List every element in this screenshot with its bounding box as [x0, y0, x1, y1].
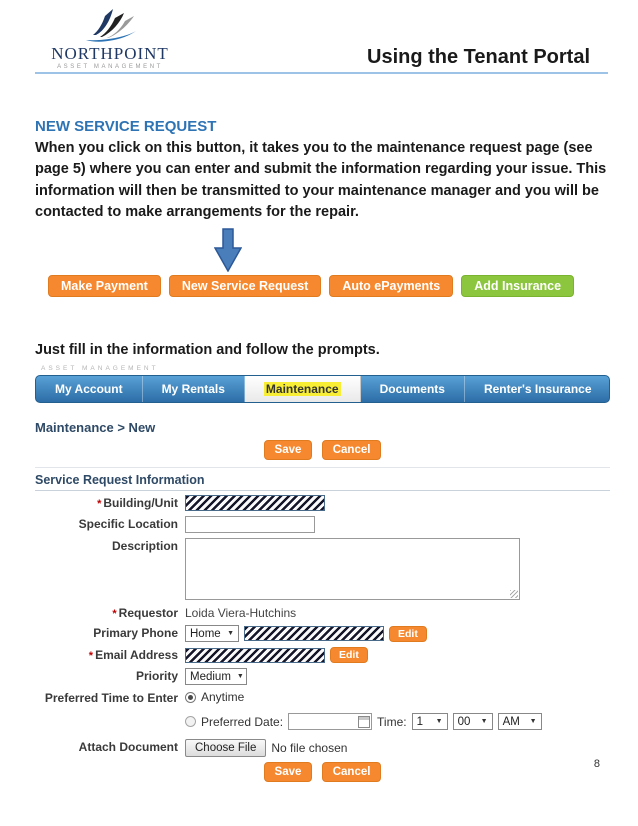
page-title: Using the Tenant Portal — [367, 46, 590, 68]
make-payment-button[interactable]: Make Payment — [48, 275, 161, 297]
document-header — [35, 8, 608, 74]
logo-name: NORTHPOINT — [51, 44, 169, 63]
logo-tagline: ASSET MANAGEMENT — [57, 64, 163, 70]
tab-label: Renter's Insurance — [483, 382, 592, 397]
email-address-label — [35, 647, 185, 662]
portal-tagline: ASSET MANAGEMENT — [41, 365, 159, 373]
calendar-icon[interactable] — [358, 716, 370, 728]
preferred-time-row — [35, 690, 610, 734]
bottom-save-cancel-row — [35, 762, 610, 782]
chevron-down-icon: ▼ — [236, 673, 244, 681]
field-label: Email Address — [95, 648, 178, 663]
field-label: Requestor — [118, 606, 178, 621]
auto-epayments-button[interactable]: Auto ePayments — [329, 275, 453, 297]
specific-location-row — [35, 516, 610, 533]
email-address-row — [35, 647, 610, 663]
choose-file-button[interactable]: Choose File — [185, 739, 266, 757]
tab-label: Documents — [379, 382, 445, 397]
chevron-down-icon: ▼ — [227, 630, 234, 638]
anytime-option — [185, 690, 244, 704]
hour-value: 1 — [416, 715, 424, 728]
phone-type-select[interactable] — [185, 625, 239, 642]
requestor-value: Loida Viera-Hutchins — [185, 606, 297, 621]
phone-type-value: Home — [190, 627, 221, 640]
specific-location-label: Specific Location — [78, 517, 178, 532]
save-button[interactable]: Save — [264, 762, 313, 782]
minute-value: 00 — [457, 715, 471, 728]
portal-tab-bar — [35, 375, 610, 403]
requestor-label — [35, 605, 185, 620]
cancel-button[interactable]: Cancel — [322, 440, 382, 460]
tab-renters-insurance[interactable] — [465, 376, 610, 402]
portal-action-buttons — [48, 275, 608, 297]
field-label: Building/Unit — [103, 496, 178, 511]
resize-grip-icon[interactable] — [510, 590, 518, 598]
logo-swoosh-icon — [35, 7, 185, 45]
building-unit-field-redacted[interactable] — [185, 495, 325, 511]
tab-my-rentals[interactable] — [143, 376, 245, 402]
email-edit-button[interactable]: Edit — [330, 647, 368, 663]
breadcrumb: Maintenance > New — [35, 420, 156, 436]
portal-screenshot — [35, 365, 610, 782]
ampm-value: AM — [502, 715, 520, 728]
anytime-label: Anytime — [201, 690, 245, 705]
requestor-row — [35, 605, 610, 620]
priority-select[interactable] — [185, 668, 247, 685]
primary-phone-row — [35, 625, 610, 642]
new-service-request-button[interactable]: New Service Request — [169, 275, 321, 297]
specific-location-input[interactable] — [185, 516, 315, 533]
prompt-text: Just fill in the information and follow the prompts. — [35, 342, 380, 359]
tab-maintenance[interactable] — [245, 376, 361, 402]
tab-label-highlighted: Maintenance — [265, 382, 339, 397]
preferred-date-label: Preferred Date: — [201, 714, 284, 729]
building-unit-label — [35, 495, 185, 510]
required-asterisk: * — [112, 608, 117, 621]
chevron-down-icon: ▼ — [529, 718, 537, 726]
tab-label: My Account — [55, 382, 123, 397]
tab-my-account[interactable] — [36, 376, 143, 402]
service-request-form — [35, 495, 610, 782]
priority-label: Priority — [135, 669, 178, 684]
page-number: 8 — [593, 758, 600, 770]
add-insurance-button[interactable]: Add Insurance — [461, 275, 574, 297]
description-label: Description — [111, 539, 178, 554]
callout-arrow-down-icon — [214, 228, 608, 272]
preferred-time-label: Preferred Time to Enter — [44, 691, 178, 706]
priority-row — [35, 668, 610, 685]
cancel-button[interactable]: Cancel — [322, 762, 382, 782]
email-field-redacted[interactable] — [185, 648, 325, 663]
description-textarea[interactable] — [185, 538, 520, 600]
section-heading: NEW SERVICE REQUEST — [35, 118, 217, 135]
preferred-date-input[interactable] — [288, 713, 372, 730]
tab-documents[interactable] — [361, 376, 465, 402]
preferred-date-radio[interactable] — [185, 716, 196, 727]
phone-number-field-redacted[interactable] — [244, 626, 384, 641]
preferred-date-option — [185, 713, 542, 730]
required-asterisk: * — [97, 498, 102, 511]
phone-edit-button[interactable]: Edit — [389, 626, 427, 642]
no-file-chosen-text: No file chosen — [271, 741, 348, 756]
minute-select[interactable] — [453, 713, 493, 730]
attach-document-label: Attach Document — [78, 740, 178, 755]
required-asterisk: * — [88, 650, 94, 663]
building-unit-row — [35, 495, 610, 511]
primary-phone-label: Primary Phone — [93, 626, 178, 641]
attach-document-row — [35, 739, 610, 757]
description-row — [35, 538, 610, 600]
time-label: Time: — [377, 714, 407, 729]
save-button[interactable]: Save — [264, 440, 313, 460]
northpoint-logo — [35, 7, 185, 70]
section-title: Service Request Information — [35, 473, 610, 491]
section-body-text: When you click on this button, it takes you to the maintenance request page (see page 5) where you can enter and submit the information regarding your issue. This information will then be transmitted to your maintenance manager and you will be contacted to make arrangements for the repair. — [35, 140, 607, 220]
chevron-down-icon: ▼ — [435, 718, 443, 726]
tab-label: My Rentals — [161, 382, 225, 397]
hour-select[interactable] — [412, 713, 448, 730]
anytime-radio[interactable] — [185, 692, 196, 703]
priority-value: Medium — [190, 670, 231, 683]
top-save-cancel-row — [35, 440, 610, 460]
chevron-down-icon: ▼ — [480, 718, 488, 726]
ampm-select[interactable] — [498, 713, 542, 730]
service-request-section — [35, 467, 610, 491]
